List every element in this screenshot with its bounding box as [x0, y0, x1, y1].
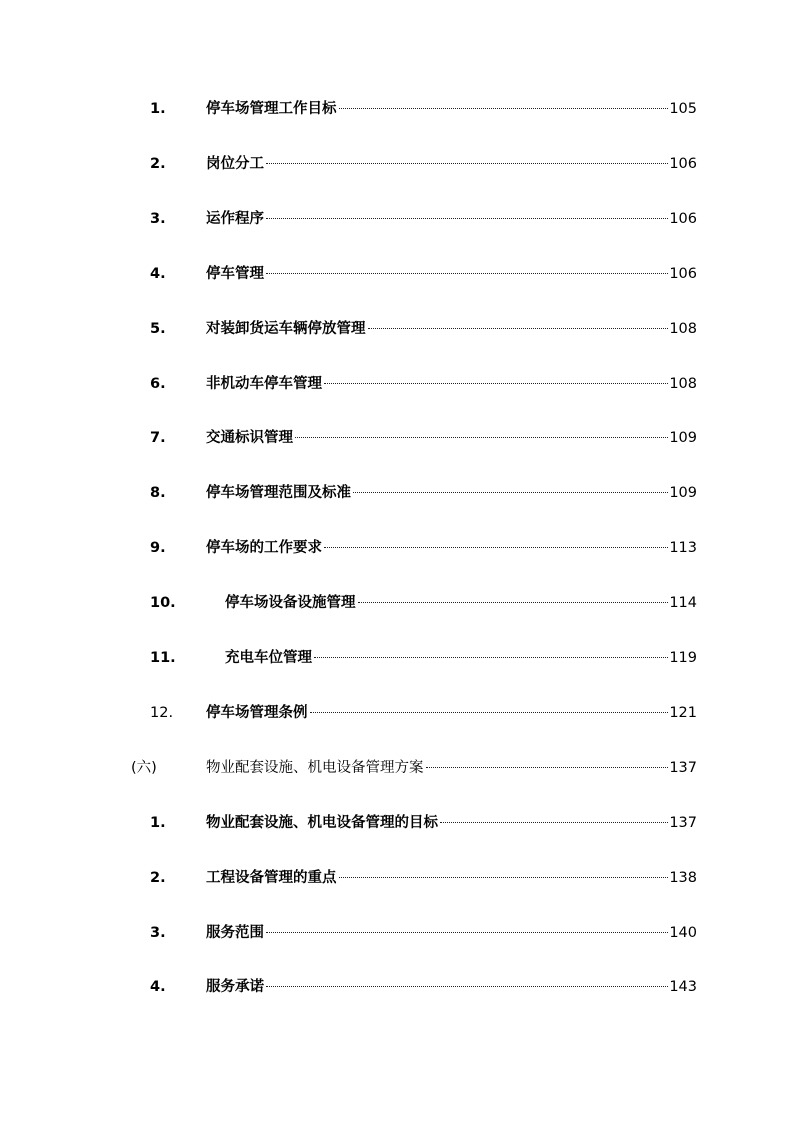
toc-entry-line	[206, 975, 697, 999]
toc-entry-page-number: 105	[669, 101, 697, 117]
toc-entry[interactable]	[0, 646, 793, 670]
dot-leader	[266, 163, 668, 164]
toc-entry[interactable]	[0, 701, 793, 725]
toc-entry-title: 停车场的工作要求	[206, 540, 322, 556]
dot-leader	[324, 383, 668, 384]
toc-entry-page-number: 119	[669, 650, 697, 666]
toc-entry[interactable]	[0, 317, 793, 341]
toc-entry-number: 2.	[150, 156, 166, 172]
dot-leader	[368, 328, 669, 329]
toc-entry[interactable]	[0, 866, 793, 890]
toc-entry[interactable]	[0, 152, 793, 176]
toc-entry-page-number: 106	[669, 211, 697, 227]
dot-leader	[314, 657, 668, 658]
toc-entry-title: 运作程序	[206, 211, 264, 227]
toc-entry[interactable]	[0, 921, 793, 945]
toc-entry-page-number: 106	[669, 266, 697, 282]
toc-entry-page-number: 143	[669, 979, 697, 995]
toc-entry-page-number: 106	[669, 156, 697, 172]
toc-entry[interactable]	[0, 372, 793, 396]
toc-entry-line	[225, 646, 697, 670]
dot-leader	[353, 492, 668, 493]
toc-entry-line	[206, 536, 697, 560]
toc-entry-number: 11.	[150, 650, 176, 666]
toc-entry-line	[206, 97, 697, 121]
toc-entry-line	[206, 866, 697, 890]
dot-leader	[310, 712, 669, 713]
toc-entry-number: 7.	[150, 430, 166, 446]
toc-entry-line	[206, 481, 697, 505]
toc-entry-page-number: 108	[669, 321, 697, 337]
toc-entry-line	[206, 756, 697, 780]
dot-leader	[358, 602, 669, 603]
toc-entry-title: 工程设备管理的重点	[206, 870, 337, 886]
dot-leader	[266, 932, 668, 933]
toc-entry-title: 停车管理	[206, 266, 264, 282]
toc-entry[interactable]	[0, 591, 793, 615]
toc-entry-page-number: 137	[669, 760, 697, 776]
toc-entry-page-number: 137	[669, 815, 697, 831]
toc-entry[interactable]	[0, 262, 793, 286]
toc-entry-number: 4.	[150, 266, 166, 282]
toc-entry-number: 3.	[150, 925, 166, 941]
toc-entry-line	[206, 207, 697, 231]
toc-entry-number: 4.	[150, 979, 166, 995]
toc-entry-title: 停车场管理条例	[206, 705, 308, 721]
toc-entry-number: 6.	[150, 376, 166, 392]
dot-leader	[295, 437, 668, 438]
toc-entry-number: 9.	[150, 540, 166, 556]
toc-entry-line	[206, 372, 697, 396]
toc-entry[interactable]	[0, 811, 793, 835]
toc-entry-line	[206, 811, 697, 835]
toc-entry-title: 物业配套设施、机电设备管理方案	[206, 760, 424, 776]
dot-leader	[440, 822, 668, 823]
toc-entry[interactable]	[0, 97, 793, 121]
toc-entry-number: 10.	[150, 595, 176, 611]
toc-entry-title: 交通标识管理	[206, 430, 293, 446]
dot-leader	[266, 986, 668, 987]
toc-entry[interactable]	[0, 481, 793, 505]
toc-entry-number: (六)	[131, 760, 157, 776]
toc-entry-title: 岗位分工	[206, 156, 264, 172]
toc-entry-page-number: 109	[669, 485, 697, 501]
dot-leader	[324, 547, 668, 548]
toc-entry[interactable]	[0, 536, 793, 560]
toc-entry-title: 物业配套设施、机电设备管理的目标	[206, 815, 438, 831]
toc-entry-title: 充电车位管理	[225, 650, 312, 666]
toc-entry-number: 2.	[150, 870, 166, 886]
toc-entry-line	[206, 701, 697, 725]
toc-entry-line	[206, 317, 697, 341]
toc-entry-number: 1.	[150, 815, 166, 831]
toc-entry-title: 服务承诺	[206, 979, 264, 995]
toc-entry-page-number: 113	[669, 540, 697, 556]
toc-entry-title: 停车场管理工作目标	[206, 101, 337, 117]
toc-entry-number: 8.	[150, 485, 166, 501]
toc-entry-line	[206, 426, 697, 450]
toc-entry-line	[206, 262, 697, 286]
toc-entry-page-number: 138	[669, 870, 697, 886]
toc-entry-page-number: 114	[669, 595, 697, 611]
dot-leader	[266, 218, 668, 219]
dot-leader	[266, 273, 668, 274]
toc-entry-title: 对装卸货运车辆停放管理	[206, 321, 366, 337]
toc-entry-number: 3.	[150, 211, 166, 227]
toc-entry[interactable]	[0, 207, 793, 231]
toc-entry-page-number: 121	[669, 705, 697, 721]
toc-entry-title: 服务范围	[206, 925, 264, 941]
dot-leader	[426, 767, 669, 768]
toc-entry-line	[225, 591, 697, 615]
toc-entry-page-number: 108	[669, 376, 697, 392]
toc-entry-title: 非机动车停车管理	[206, 376, 322, 392]
toc-entry-line	[206, 152, 697, 176]
toc-entry-page-number: 140	[669, 925, 697, 941]
toc-entry-number: 1.	[150, 101, 166, 117]
toc-entry-line	[206, 921, 697, 945]
toc-entry-title: 停车场设备设施管理	[225, 595, 356, 611]
toc-entry-page-number: 109	[669, 430, 697, 446]
toc-entry[interactable]	[0, 426, 793, 450]
dot-leader	[339, 108, 669, 109]
toc-entry-number: 5.	[150, 321, 166, 337]
toc-entry[interactable]	[0, 756, 793, 780]
toc-entry-number: 12.	[150, 705, 174, 721]
toc-entry-title: 停车场管理范围及标准	[206, 485, 351, 501]
dot-leader	[339, 877, 669, 878]
toc-entry[interactable]	[0, 975, 793, 999]
